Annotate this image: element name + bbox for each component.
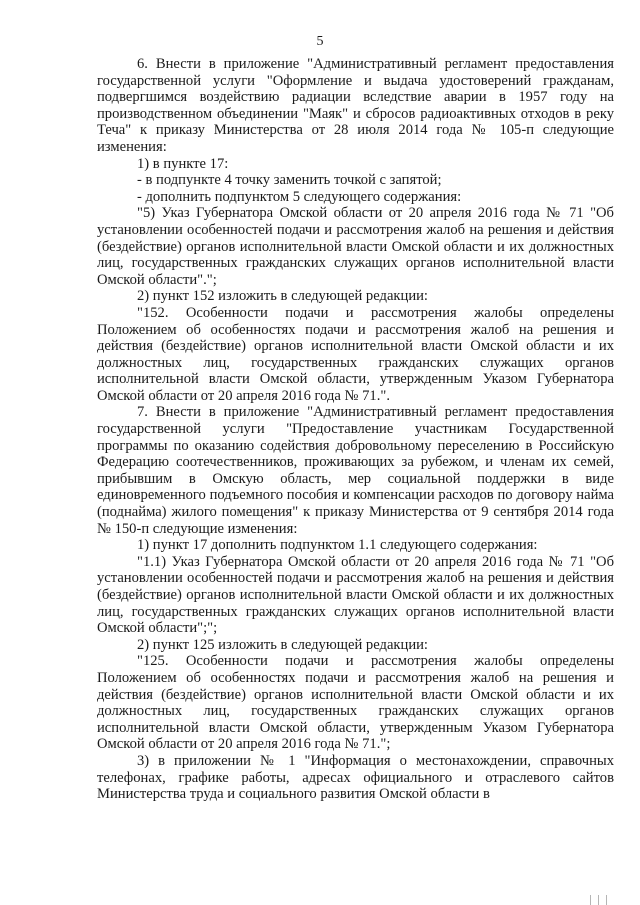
item-17-addition: 1) пункт 17 дополнить подпунктом 1.1 следующего содержания: [137, 537, 538, 554]
subitem-5-addition: - дополнить подпунктом 5 следующего содержания: [137, 188, 462, 205]
scan-edge-mark [590, 895, 591, 905]
page-number: 5 [316, 34, 324, 49]
quoted-subitem-1-1: "1.1) Указ Губернатора Омской области от 20 апреля 2016 года № 71 "Об установлении особенностей подачи и рассмотрения жалоб на решения и действия (бездействие) органов исполнительной власти Омской области и их должностных лиц, государственных гражданских служащих органов исполнительной власти Омской области";"; [97, 553, 614, 637]
paragraph-item-6: 6. Внести в приложение "Административный регламент предоставления государственной услуги "Оформление и выдача удостоверений гражданам, подвергшимся воздействию радиации вследствие аварии в 1957 году на производственном объединении "Маяк" и сбросов радиоактивных отходов в реку Теча" к приказу Министерства от 28 июля 2014 года № 105-п следующие изменения: [97, 56, 614, 155]
quoted-item-125: "125. Особенности подачи и рассмотрения жалобы определены Положением об особенностях подачи и рассмотрения жалоб на решения и действия (бездействие) органов исполнительной власти Омской области и их должностных лиц, государственных гражданских служащих органов исполнительной власти Омской области, утвержденным Указом Губернатора Омской области от 20 апреля 2016 года № 71."; [97, 653, 614, 753]
paragraph-item-7: 7. Внести в приложение "Административный регламент предоставления государственной услуги "Предоставление участникам Государственной программы по оказанию содействия добровольному переселению в Российскую Федерацию соотечественников, проживающих за рубежом, и членам их семей, прибывшим в Омскую область, мер социальной поддержки в виде единовременного подъемного пособия и компенсации расходов по договору найма (поднайма) жилого помещения" к приказу Министерства от 9 сентября 2014 года № 150-п следующие изменения: [97, 404, 614, 537]
quoted-subitem-5: "5) Указ Губернатора Омской области от 20 апреля 2016 года № 71 "Об установлении особенностей подачи и рассмотрения жалоб на решения и действия (бездействие) органов исполнительной власти Омской области и их должностных лиц, государственных гражданских служащих органов исполнительной власти Омской области"."; [97, 205, 614, 288]
appendix-1-change: 3) в приложении № 1 "Информация о местонахождении, справочных телефонах, графике работы, адресах официального и отраслевого сайтов Министерства труда и социального развития Омской области в [97, 752, 614, 803]
scan-edge-mark [606, 895, 607, 905]
subitem-17-heading: 1) в пункте 17: [137, 155, 229, 172]
quoted-item-152: "152. Особенности подачи и рассмотрения жалобы определены Положением об особенностях подачи и рассмотрения жалоб на решения и действия (бездействие) органов исполнительной власти Омской области и их должностных лиц, государственных гражданских служащих органов исполнительной власти Омской области, утвержденным Указом Губернатора Омской области от 20 апреля 2016 года № 71.". [97, 304, 614, 404]
scan-edge-mark [598, 895, 599, 905]
subitem-4-change: - в подпункте 4 точку заменить точкой с запятой; [137, 172, 442, 189]
item-125-heading: 2) пункт 125 изложить в следующей редакции: [137, 636, 428, 653]
item-152-heading: 2) пункт 152 изложить в следующей редакции: [137, 288, 428, 305]
document-body [97, 56, 614, 803]
